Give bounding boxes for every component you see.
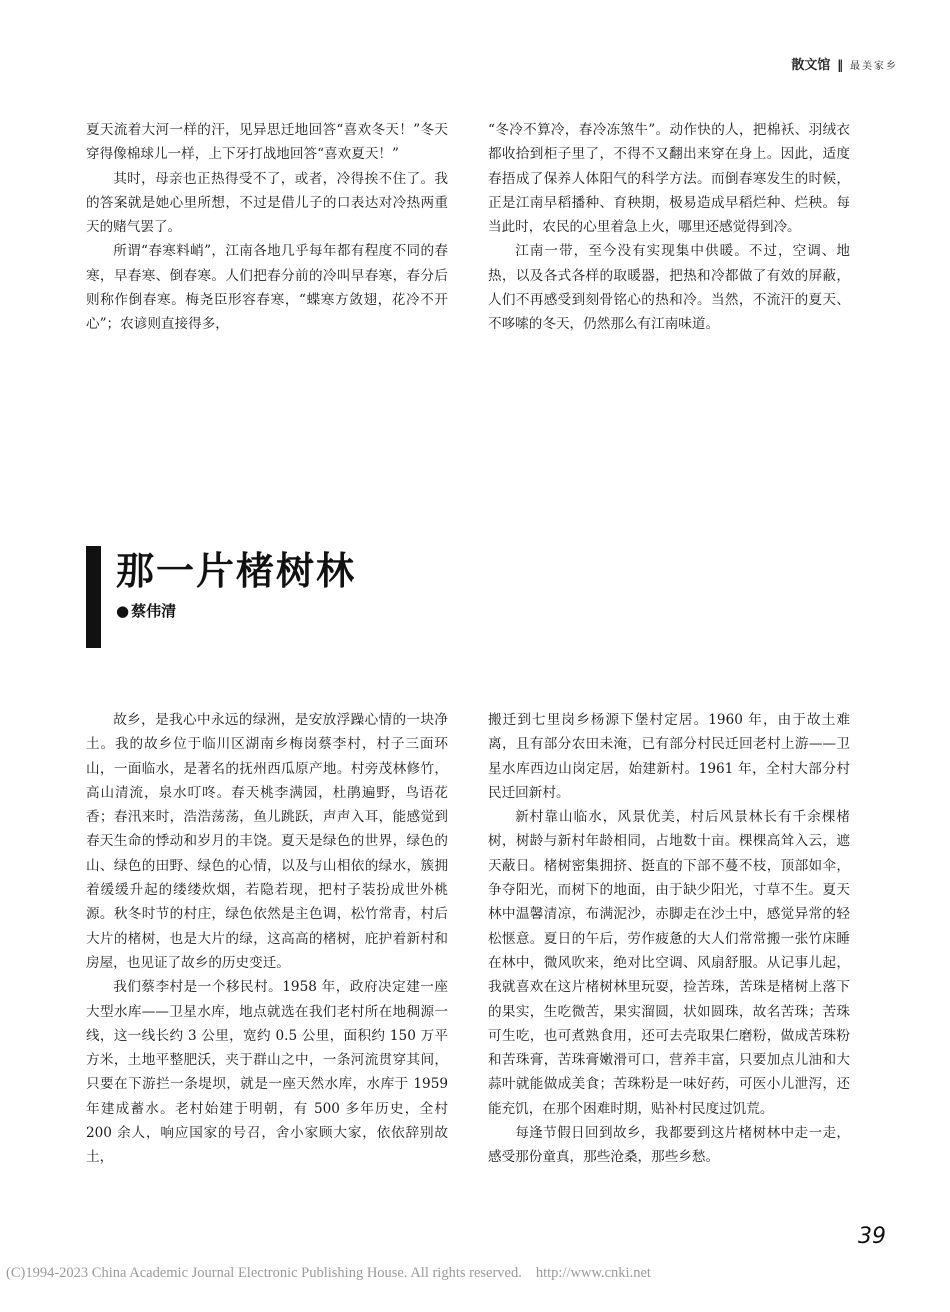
prev-article-column-1 [86,118,448,337]
cnki-url: http://www.cnki.net [535,1265,651,1281]
section-name: 最美家乡 [850,61,898,72]
article-title: 那一片楮树林 [116,549,357,593]
article-author [116,600,176,621]
page-number: 39 [858,1224,886,1249]
copyright-text: (C)1994-2023 China Academic Journal Electronic Publishing House. All rights reserved. [6,1265,522,1281]
article-column-1 [86,708,448,1170]
paragraph: 江南一带，至今没有实现集中供暖。不过，空调、地热，以及各式各样的取暖器，把热和冷都做了有效的屏蔽，人们不再感受到刻骨铭心的热和冷。当然，不流汗的夏天、不哆嗦的冬天，仍然那么有江南味道。 [488,243,850,333]
column-name: 散文馆 [791,58,831,73]
article-column-2 [488,708,850,1170]
paragraph: 我们蔡李村是一个移民村。1958 年，政府决定建一座大型水库——卫星水库，地点就选在我们老村所在地稠源一线，这一线长约 3 公里，宽约 0.5 公里，面积约 150 万平方米，土地平整肥沃，夹于群山之中，一条河流贯穿其间，只要在下游拦一条堤坝，就是一座天然水库，水库于 1959 年建成蓄水。老村始建于明朝，有 500 多年历史，全村 200 余人，响应国家的号召，舍小家顾大家，依依辞别故土， [86,979,448,1166]
paragraph: 所谓“春寒料峭”，江南各地几乎每年都有程度不同的春寒，早春寒、倒春寒。人们把春分前的冷叫早春寒，春分后则称作倒春寒。梅尧臣形容春寒，“蝶寒方敛翅，花冷不开心”；农谚则直接得多， [86,243,448,333]
paragraph: 夏天流着大河一样的汗，见异思迁地回答“喜欢冬天！”冬天穿得像棉球儿一样，上下牙打战地回答“喜欢夏天！” [86,122,448,163]
paragraph: 搬迁到七里岗乡杨源下堡村定居。1960 年，由于故土难离，且有部分农田未淹，已有部分村民迁回老村上游——卫星水库西边山岗定居，始建新村。1961 年，全村大部分村民迁回新村。 [488,712,850,801]
page-header [791,54,898,73]
footer-watermark [0,1265,950,1282]
paragraph: 每逢节假日回到故乡，我都要到这片楮树林中走一走，感受那份童真，那些沧桑，那些乡愁。 [488,1125,850,1166]
prev-article-column-2 [488,118,850,337]
author-bullet: ● [116,602,130,620]
author-name: 蔡伟清 [131,602,177,620]
header-separator: ‖ [837,58,844,72]
paragraph: 新村靠山临水，风景优美，村后风景林长有千余棵楮树，树龄与新村年龄相同，占地数十亩。棵棵高耸入云，遮天蔽日。楮树密集拥挤、挺直的下部不蔓不枝，顶部如伞，争夺阳光，而树下的地面，由于缺少阳光，寸草不生。夏天林中温馨清凉，布满泥沙，赤脚走在沙土中，感觉异常的轻松惬意。夏日的午后，劳作疲惫的大人们常常搬一张竹床睡在林中，微风吹来，绝对比空调、风扇舒服。从记事儿起，我就喜欢在这片楮树林里玩耍，捡苦珠，苦珠是楮树上落下的果实，生吃微苦，果实溜圆，状如圆珠，故名苦珠；苦珠可生吃，也可煮熟食用，还可去壳取果仁磨粉，做成苦珠粉和苦珠膏，苦珠膏嫩滑可口，营养丰富，只要加点儿油和大蒜叶就能做成美食；苦珠粉是一味好药，可医小儿泄泻，还能充饥，在那个困难时期，贴补村民度过饥荒。 [488,809,850,1117]
title-accent-bar [86,546,101,648]
paragraph: 其时，母亲也正热得受不了，或者，冷得挨不住了。我的答案就是她心里所想，不过是借儿子的口表达对冷热两重天的赌气罢了。 [86,170,448,236]
paragraph: 故乡，是我心中永远的绿洲，是安放浮躁心情的一块净土。我的故乡位于临川区湖南乡梅岗蔡李村，村子三面环山，一面临水，是著名的抚州西瓜原产地。村旁茂林修竹，高山清流，泉水叮咚。春天桃李满园，杜鹃遍野，鸟语花香；春汛来时，浩浩荡荡，鱼儿跳跃，声声入耳，能感觉到春天生命的悸动和岁月的丰饶。夏天是绿色的世界，绿色的山、绿色的田野、绿色的心情，以及与山相依的绿水，簇拥着缓缓升起的缕缕炊烟，若隐若现，把村子装扮成世外桃源。秋冬时节的村庄，绿色依然是主色调，松竹常青，村后大片的楮树，也是大片的绿，这高高的楮树，庇护着新村和房屋，也见证了故乡的历史变迁。 [86,712,448,971]
paragraph: “冬冷不算冷，春冷冻煞牛”。动作快的人，把棉袄、羽绒衣都收拾到柜子里了，不得不又翻出来穿在身上。因此，适度春捂成了保养人体阳气的科学方法。而倒春寒发生的时候，正是江南早稻播种、育秧期，极易造成早稻烂种、烂秧。每当此时，农民的心里着急上火，哪里还感觉得到冷。 [488,122,850,236]
